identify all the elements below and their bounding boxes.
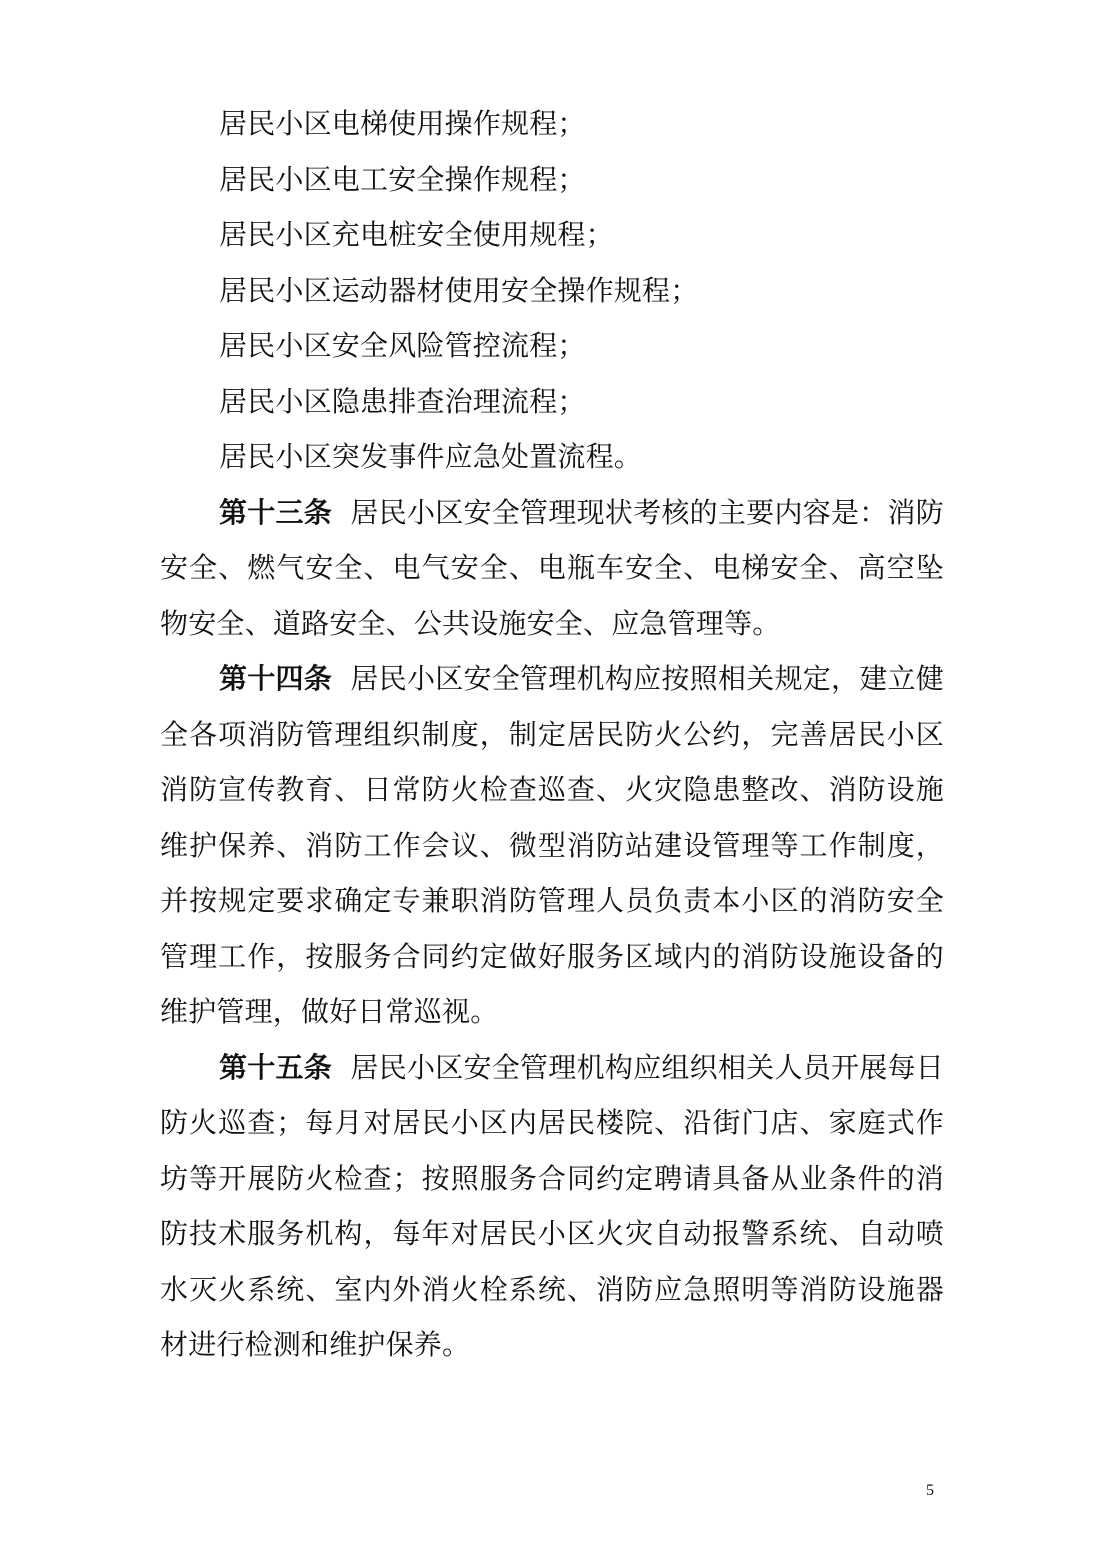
article-13-number: 第十三条	[219, 495, 333, 529]
article-14-text: 居民小区安全管理机构应按照相关规定，建立健全各项消防管理组织制度，制定居民防火公约，完善居民小区消防宣传教育、日常防火检查巡查、火灾隐患整改、消防设施维护保养、消防工作会议、微型消防站建设管理等工作制度，并按规定要求确定专兼职消防管理人员负责本小区的消防安全管理工作，按服务合同约定做好服务区域内的消防设施设备的维护管理，做好日常巡视。	[160, 662, 944, 1028]
list-item: 居民小区电梯使用操作规程；	[219, 107, 586, 140]
list-item: 居民小区充电桩安全使用规程；	[219, 218, 614, 251]
list-item: 居民小区突发事件应急处置流程。	[219, 440, 643, 473]
article-15-number: 第十五条	[219, 1050, 333, 1084]
list-item: 居民小区安全风险管控流程；	[219, 329, 586, 362]
document-body	[160, 96, 944, 1373]
article-13-text: 居民小区安全管理现状考核的主要内容是：消防安全、燃气安全、电气安全、电瓶车安全、电梯安全、高空坠物安全、道路安全、公共设施安全、应急管理等。	[160, 495, 944, 640]
article-15	[160, 1040, 944, 1373]
article-15-text: 居民小区安全管理机构应组织相关人员开展每日防火巡查；每月对居民小区内居民楼院、沿街门店、家庭式作坊等开展防火检查；按照服务合同约定聘请具备从业条件的消防技术服务机构，每年对居民小区火灾自动报警系统、自动喷水灭火系统、室内外消火栓系统、消防应急照明等消防设施器材进行检测和维护保养。	[160, 1050, 944, 1361]
article-13	[160, 485, 944, 652]
list-item: 居民小区隐患排查治理流程；	[219, 384, 586, 418]
page-number: 5	[926, 1482, 934, 1499]
article-14	[160, 651, 944, 1040]
list-item: 居民小区运动器材使用安全操作规程；	[219, 273, 699, 307]
article-14-number: 第十四条	[219, 662, 333, 695]
list-item: 居民小区电工安全操作规程；	[219, 162, 586, 196]
